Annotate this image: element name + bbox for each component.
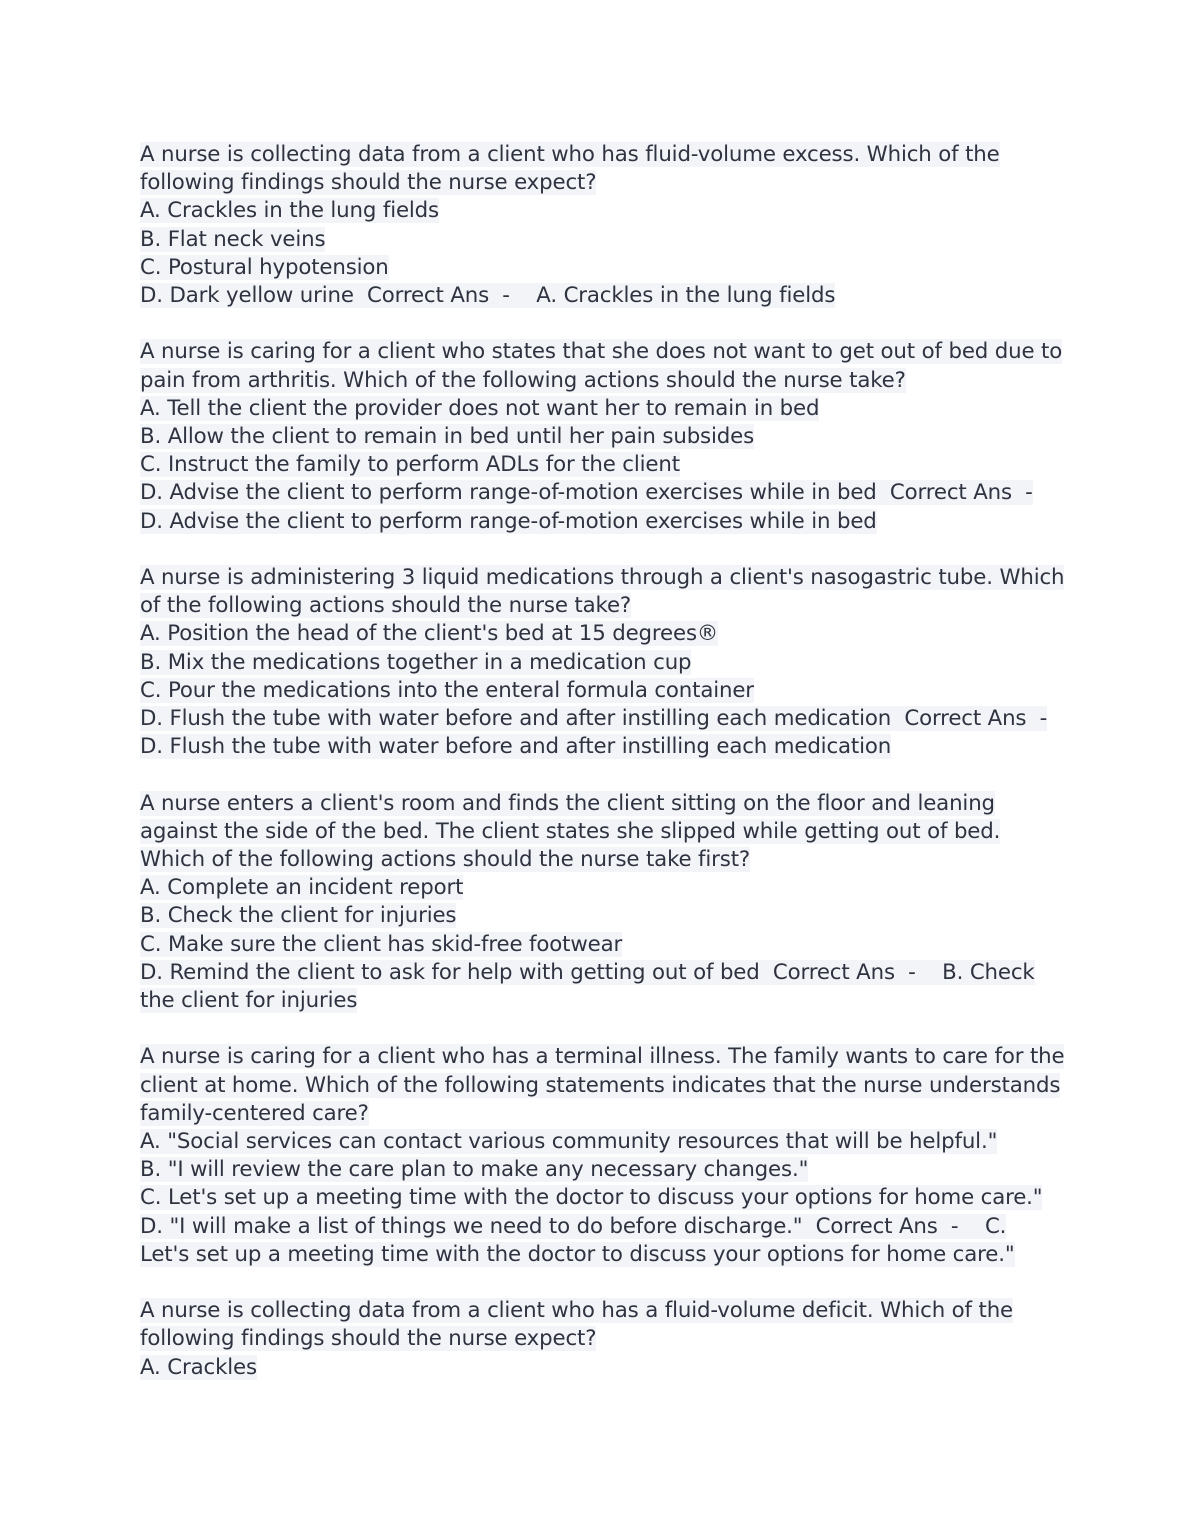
correct-answer-text: D. Flush the tube with water before and after instilling each medication [140,734,892,760]
answer-option: C. Instruct the family to perform ADLs for the client [140,452,680,478]
answer-option: C. Let's set up a meeting time with the doctor to discuss your options for home care." [140,1185,1043,1211]
answer-option-with-correct-answer: D. Flush the tube with water before and after instilling each medication Correct Ans - [140,706,1048,732]
question-6 [140,1297,1060,1382]
question-1 [140,141,1060,310]
answer-option: A. Crackles [140,1354,257,1380]
correct-answer-text: Let's set up a meeting time with the doctor to discuss your options for home care." [140,1241,1015,1267]
answer-option-with-correct-answer: D. Dark yellow urine Correct Ans - A. Crackles in the lung fields [140,283,836,309]
answer-option: A. Complete an incident report [140,875,464,901]
question-5 [140,1043,1065,1269]
correct-answer-text: the client for injuries [140,988,358,1014]
question-text: family-centered care? [140,1100,369,1126]
question-text: Which of the following actions should the nurse take first? [140,847,751,873]
answer-option: A. Position the head of the client's bed at 15 degrees® [140,621,719,647]
question-text: A nurse is caring for a client who states that she does not want to get out of bed due to [140,339,1063,365]
answer-option: A. "Social services can contact various community resources that will be helpful." [140,1129,998,1155]
correct-answer-text: D. Advise the client to perform range-of-motion exercises while in bed [140,508,877,534]
question-2 [140,338,1063,535]
answer-option: B. Allow the client to remain in bed until her pain subsides [140,424,755,450]
document-page [140,141,1065,1410]
answer-option: B. Check the client for injuries [140,903,457,929]
question-text: client at home. Which of the following statements indicates that the nurse understands [140,1072,1061,1098]
answer-option: C. Pour the medications into the enteral formula container [140,677,754,703]
answer-option: B. Flat neck veins [140,226,326,252]
answer-option: C. Postural hypotension [140,254,389,280]
answer-option-with-correct-answer: D. Advise the client to perform range-of-motion exercises while in bed Correct Ans - [140,480,1033,506]
question-text: A nurse is caring for a client who has a terminal illness. The family wants to care for the [140,1044,1065,1070]
question-4 [140,790,1060,1016]
question-text: pain from arthritis. Which of the following actions should the nurse take? [140,367,906,393]
question-3 [140,564,1065,761]
question-text: following findings should the nurse expect? [140,1326,597,1352]
question-text: against the side of the bed. The client states she slipped while getting out of bed. [140,818,1001,844]
answer-option: A. Crackles in the lung fields [140,198,439,224]
answer-option: B. "I will review the care plan to make any necessary changes." [140,1157,809,1183]
question-text: of the following actions should the nurse take? [140,593,632,619]
answer-option: B. Mix the medications together in a medication cup [140,649,692,675]
question-text: A nurse is collecting data from a client who has fluid-volume excess. Which of the [140,142,1000,167]
question-text: A nurse is administering 3 liquid medications through a client's nasogastric tube. Which [140,565,1065,591]
answer-option-with-correct-answer: D. Remind the client to ask for help with getting out of bed Correct Ans - B. Check [140,959,1035,985]
question-text: following findings should the nurse expect? [140,170,597,196]
answer-option-with-correct-answer: D. "I will make a list of things we need to do before discharge." Correct Ans - C. [140,1213,1007,1239]
question-text: A nurse is collecting data from a client who has a fluid-volume deficit. Which of the [140,1298,1014,1324]
answer-option: C. Make sure the client has skid-free footwear [140,931,623,957]
answer-option: A. Tell the client the provider does not want her to remain in bed [140,395,820,421]
question-text: A nurse enters a client's room and finds the client sitting on the floor and leaning [140,790,995,816]
